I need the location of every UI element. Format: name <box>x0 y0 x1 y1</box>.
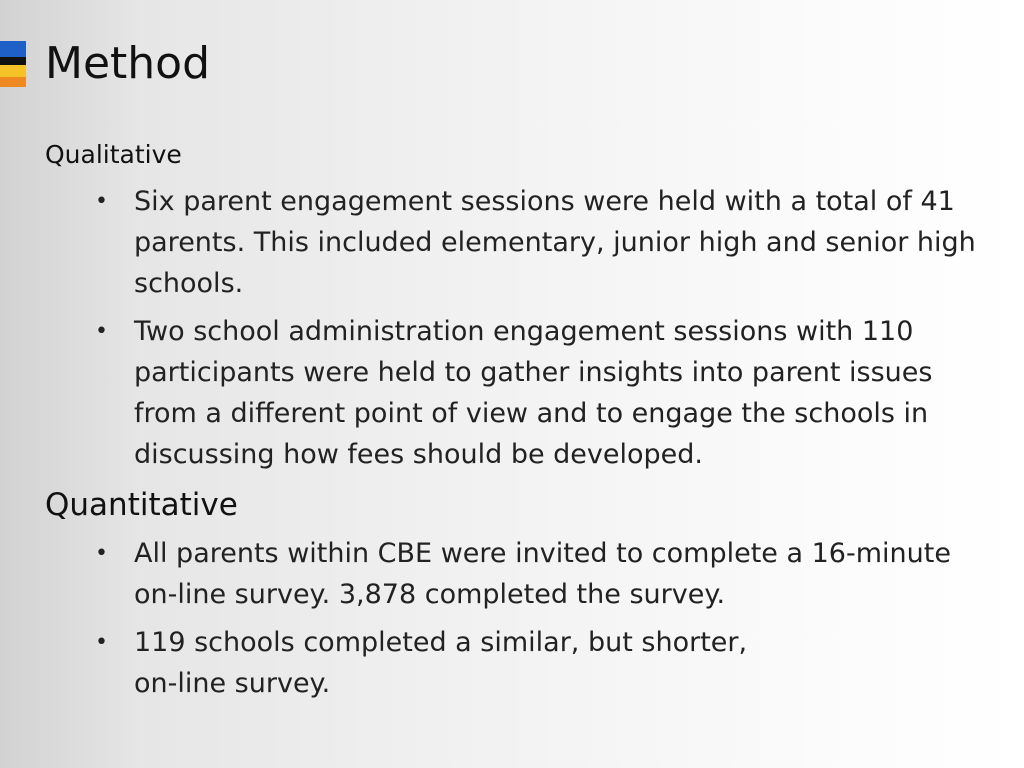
bullet-text: Six parent engagement sessions were held with a total of 41 parents. This included elementary, junior high and senior high schools. <box>134 186 976 299</box>
bullet-glyph: • <box>95 189 108 214</box>
bullet-list-quantitative <box>45 533 995 704</box>
accent-stripe-blue <box>0 41 26 57</box>
accent-stripe-black <box>0 57 26 65</box>
section-heading-qualitative: Qualitative <box>45 140 182 169</box>
bullet-text-line: on-line survey. <box>134 668 331 699</box>
bullet-item <box>45 622 995 704</box>
section-heading-quantitative: Quantitative <box>45 487 238 523</box>
bullet-item <box>45 533 995 615</box>
accent-stripe-yellow <box>0 65 26 77</box>
bullet-text-line: 119 schools completed a similar, but shorter, <box>134 627 748 658</box>
bullet-text: All parents within CBE were invited to complete a 16-minute on-line survey. 3,878 completed the survey. <box>134 538 951 610</box>
bullet-item <box>45 311 995 475</box>
accent-bar-logo <box>0 41 26 87</box>
bullet-glyph: • <box>95 541 108 566</box>
bullet-glyph: • <box>95 630 108 655</box>
bullet-item <box>45 181 995 304</box>
accent-stripe-orange <box>0 77 26 87</box>
slide-title: Method <box>45 38 211 89</box>
slide-content <box>45 136 995 704</box>
bullet-glyph: • <box>95 319 108 344</box>
bullet-text: Two school administration engagement sessions with 110 participants were held to gather insights into parent issues from a different point of view and to engage the schools in discussing how fees should be developed. <box>134 316 933 470</box>
bullet-list-qualitative <box>45 181 995 475</box>
